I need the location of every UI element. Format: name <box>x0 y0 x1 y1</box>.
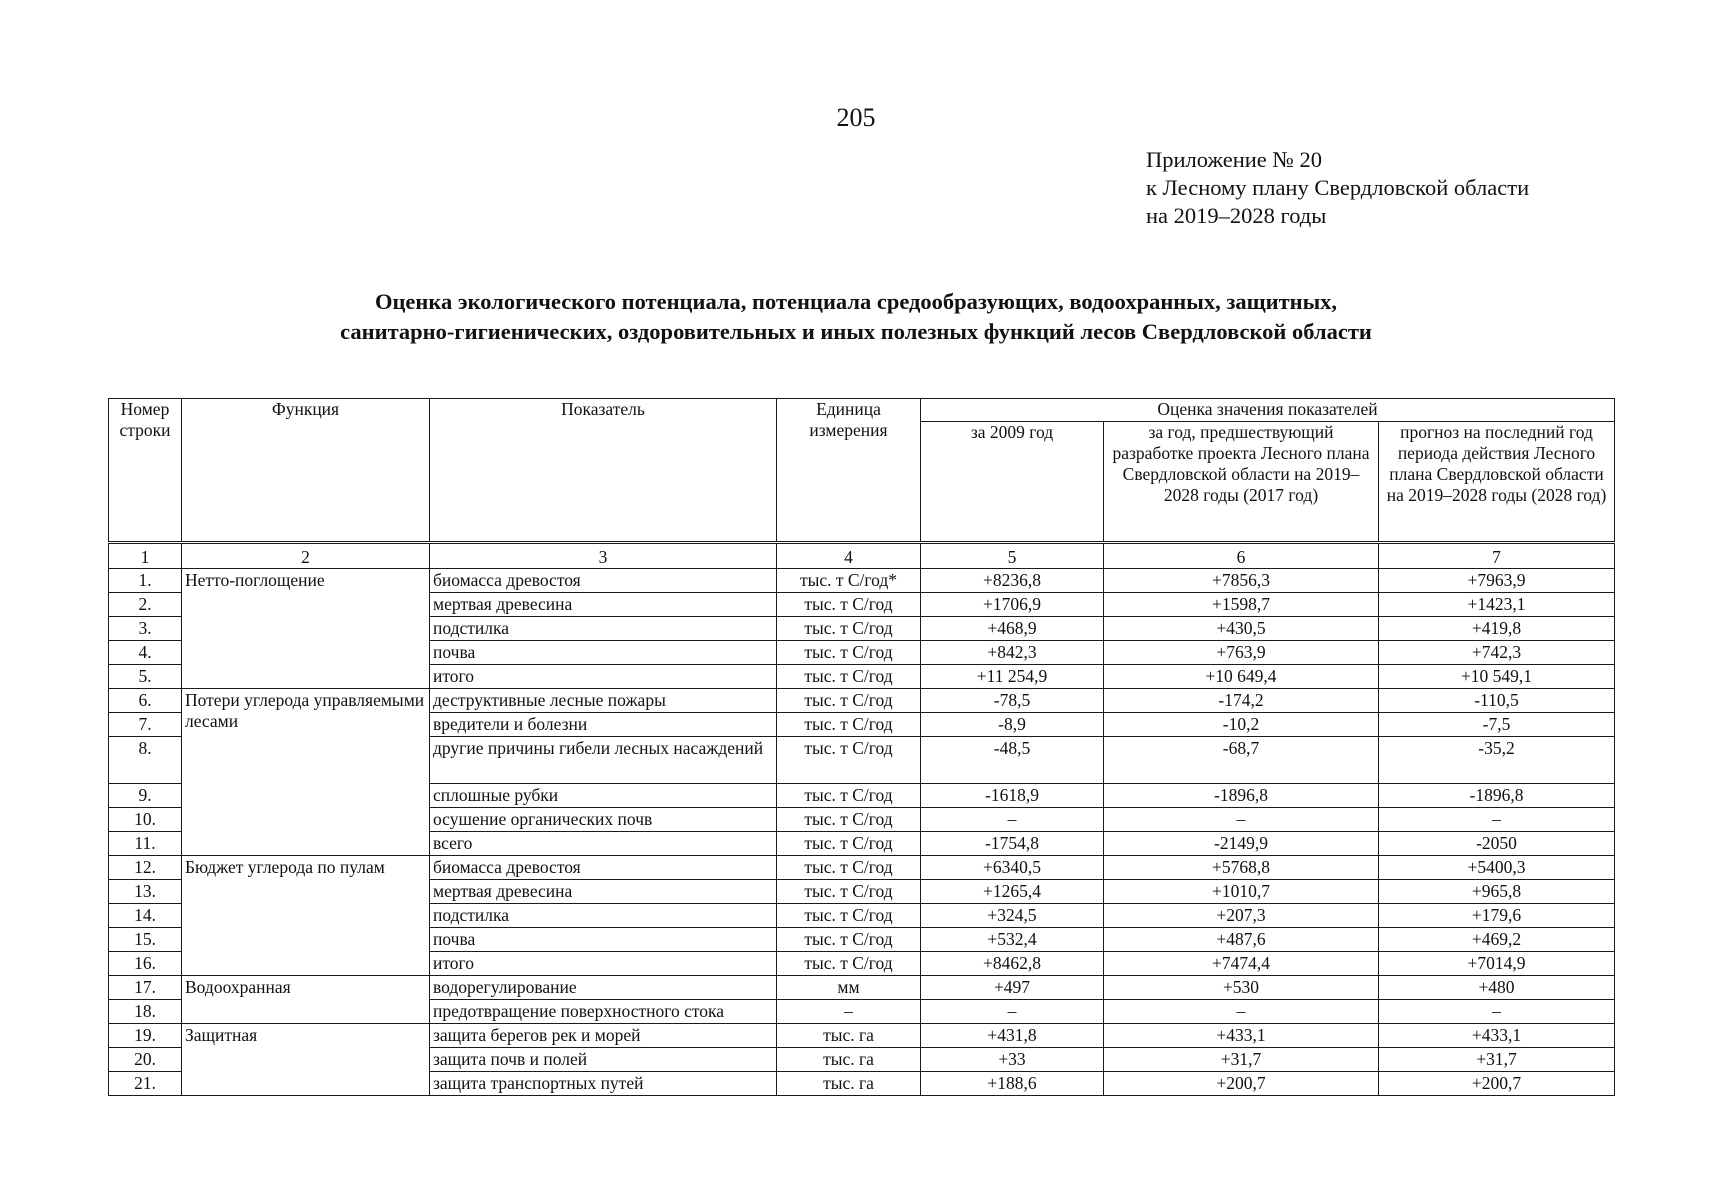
value-2017-cell: +763,9 <box>1104 641 1379 665</box>
unit-cell: тыс. т С/год <box>777 880 921 904</box>
indicator-cell: предотвращение поверхностного стока <box>430 1000 777 1024</box>
row-number-cell: 11. <box>109 832 182 856</box>
column-number: 2 <box>182 543 430 569</box>
value-2028-cell: +10 549,1 <box>1379 665 1615 689</box>
header-year-2017: за год, предшествующий разработке проекта Лесного плана Свердловской области на 2019–2028 годы (2017 год) <box>1104 422 1379 543</box>
document-title <box>0 287 1712 347</box>
value-2017-cell: -2149,9 <box>1104 832 1379 856</box>
value-2017-cell: +31,7 <box>1104 1048 1379 1072</box>
indicator-cell: мертвая древесина <box>430 880 777 904</box>
unit-cell: тыс. т С/год <box>777 713 921 737</box>
value-2009-cell: +1265,4 <box>921 880 1104 904</box>
indicator-cell: итого <box>430 952 777 976</box>
value-2017-cell: -68,7 <box>1104 737 1379 784</box>
appendix-line-1: Приложение № 20 <box>1146 147 1322 172</box>
column-number: 3 <box>430 543 777 569</box>
value-2017-cell: -174,2 <box>1104 689 1379 713</box>
row-number-cell: 9. <box>109 784 182 808</box>
value-2028-cell: -110,5 <box>1379 689 1615 713</box>
indicator-cell: всего <box>430 832 777 856</box>
row-number-cell: 10. <box>109 808 182 832</box>
document-title-line-1: Оценка экологического потенциала, потенциала средообразующих, водоохранных, защитных, <box>374 289 1338 314</box>
value-2028-cell: +179,6 <box>1379 904 1615 928</box>
unit-cell: тыс. т С/год <box>777 665 921 689</box>
value-2017-cell: +7474,4 <box>1104 952 1379 976</box>
column-number: 5 <box>921 543 1104 569</box>
header-row <box>109 399 1615 422</box>
indicator-cell: защита почв и полей <box>430 1048 777 1072</box>
header-forecast-2028: прогноз на последний год периода действия Лесного плана Свердловской области на 2019–2028 годы (2028 год) <box>1379 422 1615 543</box>
header-unit: Единица измерения <box>777 399 921 543</box>
row-number-cell: 16. <box>109 952 182 976</box>
row-number-cell: 15. <box>109 928 182 952</box>
value-2009-cell: +8462,8 <box>921 952 1104 976</box>
row-number-cell: 8. <box>109 737 182 784</box>
indicator-cell: деструктивные лесные пожары <box>430 689 777 713</box>
value-2028-cell: +433,1 <box>1379 1024 1615 1048</box>
indicator-cell: вредители и болезни <box>430 713 777 737</box>
table-row <box>109 976 1615 1000</box>
table-row <box>109 1024 1615 1048</box>
unit-cell: тыс. га <box>777 1048 921 1072</box>
row-number-cell: 17. <box>109 976 182 1000</box>
header-function: Функция <box>182 399 430 543</box>
value-2028-cell: +469,2 <box>1379 928 1615 952</box>
unit-cell: – <box>777 1000 921 1024</box>
value-2017-cell: +487,6 <box>1104 928 1379 952</box>
value-2017-cell: +10 649,4 <box>1104 665 1379 689</box>
indicator-cell: почва <box>430 928 777 952</box>
column-number: 6 <box>1104 543 1379 569</box>
value-2017-cell: +207,3 <box>1104 904 1379 928</box>
value-2009-cell: -78,5 <box>921 689 1104 713</box>
value-2028-cell: +7014,9 <box>1379 952 1615 976</box>
value-2028-cell: +419,8 <box>1379 617 1615 641</box>
unit-cell: тыс. т С/год <box>777 641 921 665</box>
row-number-cell: 4. <box>109 641 182 665</box>
indicator-cell: биомасса древостоя <box>430 569 777 593</box>
function-cell: Нетто-поглощение <box>182 569 430 689</box>
value-2009-cell: +324,5 <box>921 904 1104 928</box>
row-number-cell: 21. <box>109 1072 182 1096</box>
value-2017-cell: +433,1 <box>1104 1024 1379 1048</box>
value-2017-cell: – <box>1104 1000 1379 1024</box>
unit-cell: тыс. т С/год <box>777 832 921 856</box>
indicator-cell: подстилка <box>430 904 777 928</box>
value-2009-cell: +842,3 <box>921 641 1104 665</box>
assessment-table <box>108 398 1615 1096</box>
indicator-cell: защита транспортных путей <box>430 1072 777 1096</box>
row-number-cell: 12. <box>109 856 182 880</box>
value-2009-cell: – <box>921 808 1104 832</box>
value-2017-cell: -10,2 <box>1104 713 1379 737</box>
value-2017-cell: +5768,8 <box>1104 856 1379 880</box>
value-2009-cell: +8236,8 <box>921 569 1104 593</box>
row-number-cell: 1. <box>109 569 182 593</box>
value-2028-cell: +480 <box>1379 976 1615 1000</box>
value-2009-cell: -8,9 <box>921 713 1104 737</box>
row-number-cell: 2. <box>109 593 182 617</box>
header-evaluation: Оценка значения показателей <box>921 399 1615 422</box>
indicator-cell: почва <box>430 641 777 665</box>
row-number-cell: 5. <box>109 665 182 689</box>
table-row <box>109 856 1615 880</box>
row-number-cell: 18. <box>109 1000 182 1024</box>
value-2017-cell: +1598,7 <box>1104 593 1379 617</box>
unit-cell: тыс. т С/год <box>777 808 921 832</box>
unit-cell: тыс. т С/год* <box>777 569 921 593</box>
value-2009-cell: -1618,9 <box>921 784 1104 808</box>
value-2009-cell: +532,4 <box>921 928 1104 952</box>
table-body <box>109 399 1615 1096</box>
value-2028-cell: +200,7 <box>1379 1072 1615 1096</box>
unit-cell: тыс. т С/год <box>777 689 921 713</box>
column-number: 7 <box>1379 543 1615 569</box>
indicator-cell: осушение органических почв <box>430 808 777 832</box>
indicator-cell: водорегулирование <box>430 976 777 1000</box>
row-number-cell: 3. <box>109 617 182 641</box>
unit-cell: тыс. т С/год <box>777 593 921 617</box>
indicator-cell: подстилка <box>430 617 777 641</box>
value-2017-cell: +430,5 <box>1104 617 1379 641</box>
row-number-cell: 13. <box>109 880 182 904</box>
value-2028-cell: -2050 <box>1379 832 1615 856</box>
indicator-cell: сплошные рубки <box>430 784 777 808</box>
table-row <box>109 689 1615 713</box>
row-number-cell: 14. <box>109 904 182 928</box>
document-title-line-2: санитарно-гигиенических, оздоровительных и иных полезных функций лесов Свердловской области <box>340 319 1372 344</box>
unit-cell: тыс. т С/год <box>777 928 921 952</box>
appendix-line-3: на 2019–2028 годы <box>1146 203 1327 228</box>
value-2009-cell: +497 <box>921 976 1104 1000</box>
value-2017-cell: +7856,3 <box>1104 569 1379 593</box>
value-2009-cell: +1706,9 <box>921 593 1104 617</box>
unit-cell: тыс. т С/год <box>777 904 921 928</box>
unit-cell: тыс. т С/год <box>777 952 921 976</box>
value-2028-cell: +5400,3 <box>1379 856 1615 880</box>
unit-cell: тыс. т С/год <box>777 856 921 880</box>
value-2028-cell: +742,3 <box>1379 641 1615 665</box>
unit-cell: тыс. т С/год <box>777 784 921 808</box>
value-2009-cell: +6340,5 <box>921 856 1104 880</box>
header-indicator: Показатель <box>430 399 777 543</box>
indicator-cell: биомасса древостоя <box>430 856 777 880</box>
column-number: 1 <box>109 543 182 569</box>
row-number-cell: 7. <box>109 713 182 737</box>
value-2009-cell: – <box>921 1000 1104 1024</box>
function-cell: Потери углерода управляемыми лесами <box>182 689 430 856</box>
page-number: 205 <box>836 103 876 132</box>
value-2009-cell: +33 <box>921 1048 1104 1072</box>
value-2028-cell: – <box>1379 1000 1615 1024</box>
unit-cell: тыс. т С/год <box>777 617 921 641</box>
row-number-cell: 19. <box>109 1024 182 1048</box>
function-cell: Водоохранная <box>182 976 430 1024</box>
table-row <box>109 569 1615 593</box>
appendix-line-2: к Лесному плану Свердловской области <box>1146 175 1530 200</box>
indicator-cell: мертвая древесина <box>430 593 777 617</box>
value-2028-cell: -35,2 <box>1379 737 1615 784</box>
value-2028-cell: +7963,9 <box>1379 569 1615 593</box>
value-2009-cell: -1754,8 <box>921 832 1104 856</box>
value-2017-cell: – <box>1104 808 1379 832</box>
row-number-cell: 20. <box>109 1048 182 1072</box>
function-cell: Защитная <box>182 1024 430 1096</box>
function-cell: Бюджет углерода по пулам <box>182 856 430 976</box>
indicator-cell: итого <box>430 665 777 689</box>
value-2009-cell: -48,5 <box>921 737 1104 784</box>
value-2017-cell: -1896,8 <box>1104 784 1379 808</box>
unit-cell: тыс. т С/год <box>777 737 921 784</box>
value-2028-cell: +31,7 <box>1379 1048 1615 1072</box>
row-number-cell: 6. <box>109 689 182 713</box>
unit-cell: мм <box>777 976 921 1000</box>
value-2009-cell: +468,9 <box>921 617 1104 641</box>
value-2028-cell: -1896,8 <box>1379 784 1615 808</box>
column-number-row <box>109 543 1615 569</box>
unit-cell: тыс. га <box>777 1072 921 1096</box>
appendix-note <box>1146 146 1529 230</box>
value-2009-cell: +431,8 <box>921 1024 1104 1048</box>
unit-cell: тыс. га <box>777 1024 921 1048</box>
value-2028-cell: +1423,1 <box>1379 593 1615 617</box>
header-row-number: Номер строки <box>109 399 182 543</box>
header-year-2009: за 2009 год <box>921 422 1104 543</box>
value-2028-cell: -7,5 <box>1379 713 1615 737</box>
value-2028-cell: +965,8 <box>1379 880 1615 904</box>
value-2009-cell: +188,6 <box>921 1072 1104 1096</box>
value-2017-cell: +1010,7 <box>1104 880 1379 904</box>
value-2009-cell: +11 254,9 <box>921 665 1104 689</box>
value-2028-cell: – <box>1379 808 1615 832</box>
value-2017-cell: +200,7 <box>1104 1072 1379 1096</box>
column-number: 4 <box>777 543 921 569</box>
indicator-cell: защита берегов рек и морей <box>430 1024 777 1048</box>
value-2017-cell: +530 <box>1104 976 1379 1000</box>
indicator-cell: другие причины гибели лесных насаждений <box>430 737 777 784</box>
